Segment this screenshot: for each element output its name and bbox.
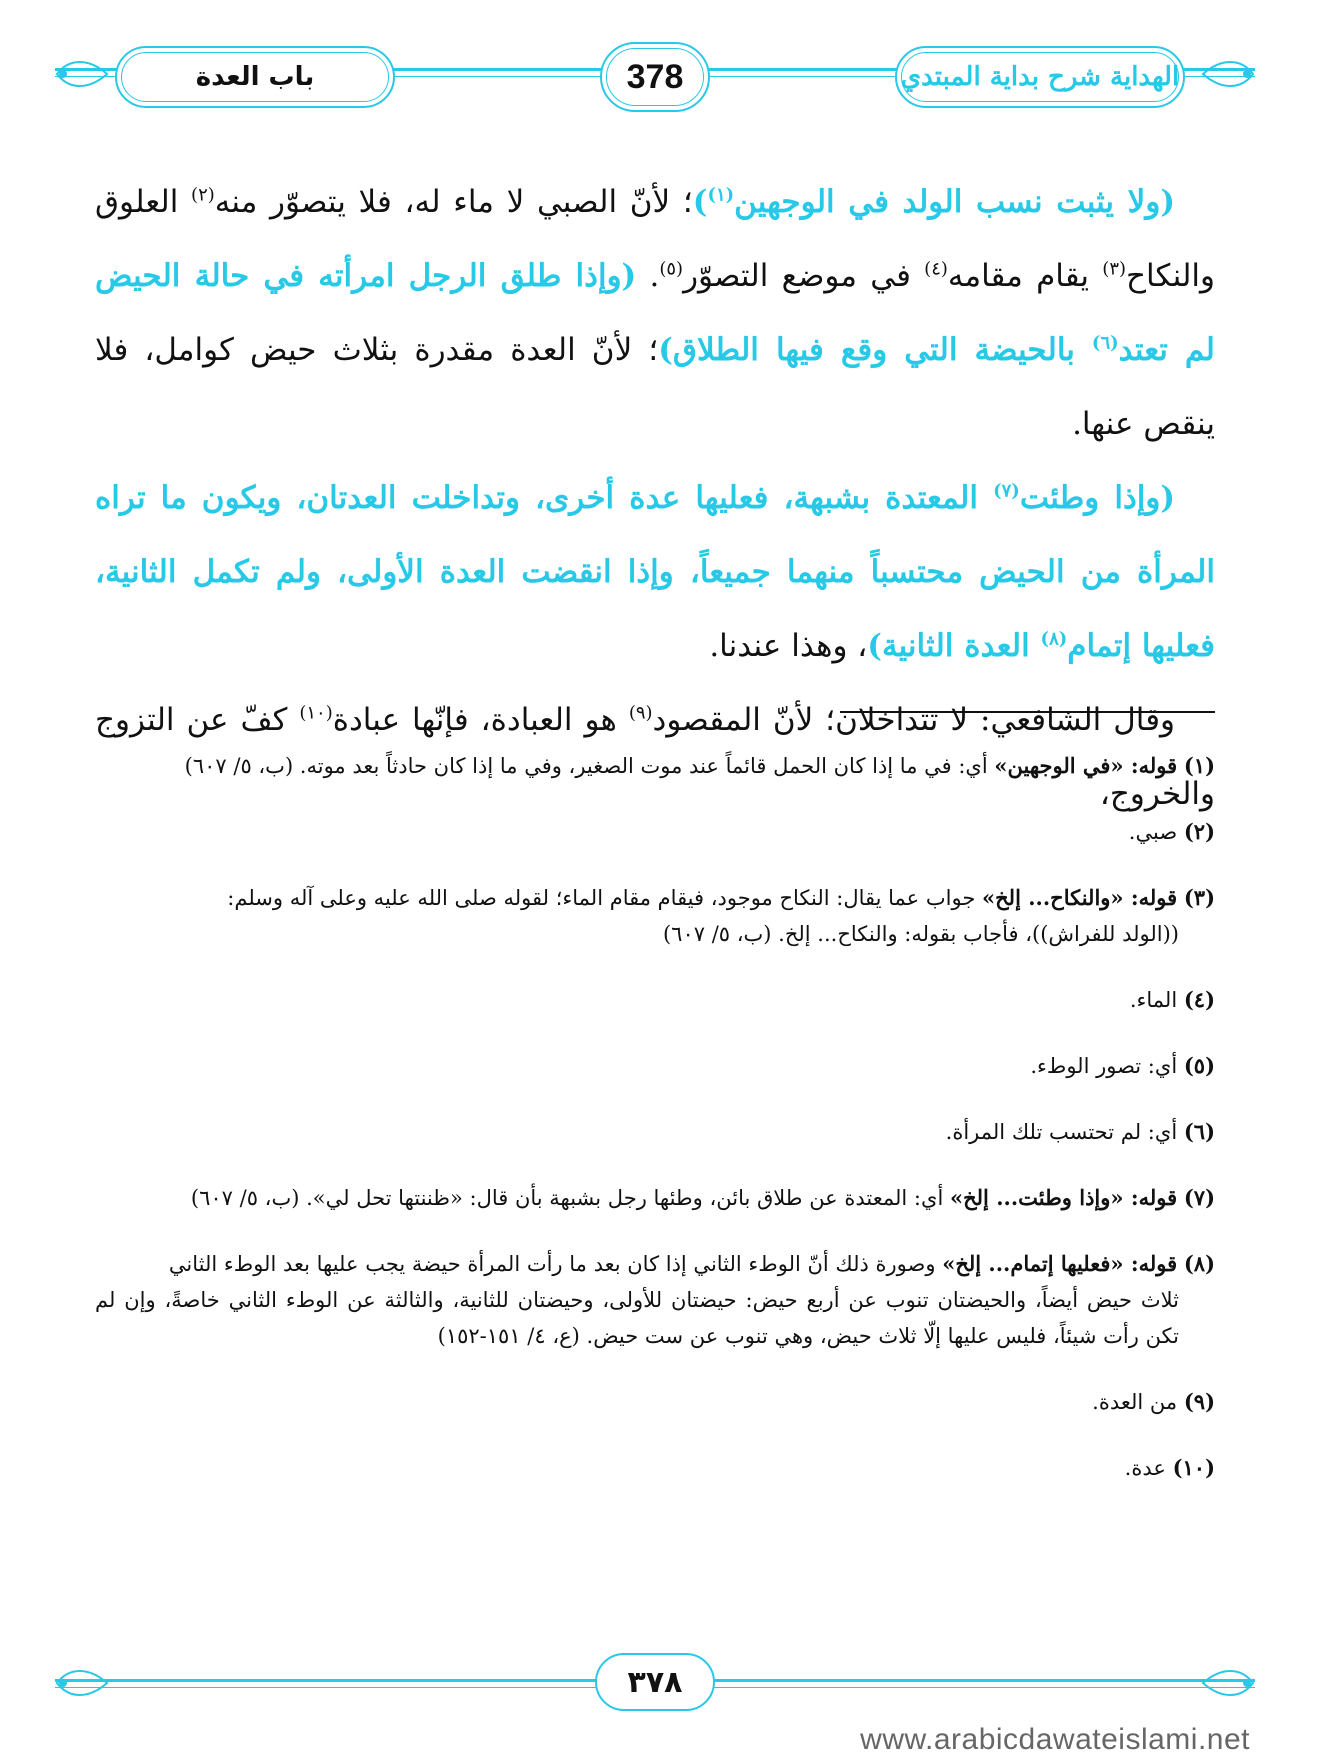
footnote-ref: (١٠) bbox=[299, 702, 333, 724]
footnote-label: قوله: «والنكاح... إلخ» bbox=[982, 885, 1178, 910]
footnote-number: (٩) bbox=[1183, 1389, 1215, 1414]
footnote-text: من العدة. bbox=[1092, 1390, 1178, 1414]
page-number-pill bbox=[600, 42, 710, 112]
footnote-ref: (٨) bbox=[1040, 628, 1068, 650]
matn-text: (وإذا وطئت bbox=[1019, 480, 1175, 516]
chapter-title: باب العدة bbox=[195, 62, 315, 92]
page-header bbox=[55, 40, 1255, 120]
book-title-pill bbox=[895, 46, 1185, 108]
footnote-6 bbox=[95, 1114, 1215, 1150]
footnote-text: صبي. bbox=[1128, 820, 1178, 844]
footnote-number: (٣) bbox=[1183, 885, 1215, 910]
footnote-continuation: ثلاث حيض أيضاً، والحيضتان تنوب عن أربع حيض: حيضتان للأولى، وحيضتان للثانية، والثالثة عن الوطء الثاني خاصةً، وإن لم تكن رأت شيئاً، فليس عليها إلّا ثلاث حيض، وهي تنوب عن ست حيض. (ع، ٤/ ١٥١-١٥٢) bbox=[95, 1288, 1179, 1348]
footnote-1 bbox=[95, 748, 1215, 784]
footnote-ref: (٧) bbox=[993, 480, 1020, 502]
footnote-10 bbox=[95, 1450, 1215, 1486]
footnote-5 bbox=[95, 1048, 1215, 1084]
footnote-continuation: ((الولد للفراش))، فأجاب بقوله: والنكاح... إلخ. (ب، ٥/ ٦٠٧) bbox=[662, 922, 1179, 946]
footnote-9 bbox=[95, 1384, 1215, 1420]
footnote-2 bbox=[95, 814, 1215, 850]
footnote-text: أي: في ما إذا كان الحمل قائماً عند موت الصغير، وفي ما إذا كان حادثاً بعد موته. (ب، ٥/ ٦٠٧) bbox=[184, 754, 995, 778]
commentary-text: هو العبادة، فإنّها عبادة bbox=[332, 702, 629, 738]
footnote-ref: (٦) bbox=[1091, 332, 1119, 354]
footnote-text: وصورة ذلك أنّ الوطء الثاني إذا كان بعد ما رأت المرأة حيضة يجب عليها بعد الوطء الثاني bbox=[168, 1252, 943, 1276]
footnote-text: جواب عما يقال: النكاح موجود، فيقام مقام الماء؛ لقوله صلى الله عليه وعلى آله وسلم: bbox=[227, 886, 982, 910]
matn-text: ) bbox=[692, 184, 708, 220]
matn-text: (ولا يثبت نسب الولد في الوجهين bbox=[734, 184, 1175, 220]
commentary-text: ؛ لأنّ الصبي لا ماء له، فلا يتصوّر منه bbox=[214, 184, 693, 220]
page-number-bottom: ٣٧٨ bbox=[627, 1664, 683, 1700]
footer-left-flourish-icon bbox=[49, 1663, 109, 1703]
main-text bbox=[95, 165, 1215, 831]
footnote-text: أي: المعتدة عن طلاق بائن، وطئها رجل بشبهة بأن قال: «ظننتها تحل لي». (ب، ٥/ ٦٠٧) bbox=[190, 1186, 950, 1210]
commentary-text: يقام مقامه bbox=[947, 258, 1103, 294]
footnote-4 bbox=[95, 982, 1215, 1018]
matn-text: العدة الثانية) bbox=[867, 628, 1041, 664]
footnote-3 bbox=[95, 880, 1215, 952]
footnote-number: (٦) bbox=[1183, 1119, 1215, 1144]
footnote-number: (١) bbox=[1183, 753, 1215, 778]
footnote-number: (٢) bbox=[1183, 819, 1215, 844]
footnote-text: عدة. bbox=[1124, 1456, 1166, 1480]
matn-text: بالحيضة التي وقع فيها الطلاق) bbox=[658, 332, 1092, 368]
page-footer bbox=[55, 1653, 1255, 1713]
commentary-text: العلوق والنكاح bbox=[95, 184, 1215, 294]
right-flourish-icon bbox=[1201, 54, 1261, 94]
footnote-label: قوله: «في الوجهين» bbox=[994, 753, 1178, 778]
footnote-number: (٤) bbox=[1183, 987, 1215, 1012]
footnote-7 bbox=[95, 1180, 1215, 1216]
footer-right-flourish-icon bbox=[1201, 1663, 1261, 1703]
commentary-text: كفّ عن التزوج والخروج، bbox=[95, 702, 1215, 812]
matn-text: (وإذا طلق الرجل امرأته في حالة الحيض لم تعتد bbox=[95, 258, 1215, 368]
website-watermark: www.arabicdawateislami.net bbox=[860, 1723, 1250, 1756]
footnote-8 bbox=[95, 1246, 1215, 1354]
footnote-ref: (٩) bbox=[628, 702, 653, 724]
commentary-text: وقال الشافعي: لا تتداخلان؛ لأنّ المقصود bbox=[652, 702, 1175, 738]
footnote-ref: (٢) bbox=[191, 184, 215, 206]
footnote-separator bbox=[840, 711, 1215, 713]
footnote-number: (٨) bbox=[1183, 1251, 1215, 1276]
footnote-label: قوله: «وإذا وطئت... إلخ» bbox=[949, 1185, 1178, 1210]
chapter-title-pill bbox=[115, 46, 395, 108]
footnote-number: (٥) bbox=[1183, 1053, 1215, 1078]
footnote-number: (١٠) bbox=[1172, 1455, 1215, 1480]
commentary-text: ، وهذا عندنا. bbox=[709, 628, 868, 664]
commentary-text: . bbox=[636, 258, 660, 294]
book-title: الهداية شرح بداية المبتدي bbox=[900, 62, 1180, 92]
footnote-ref: (٣) bbox=[1102, 258, 1127, 280]
footnote-label: قوله: «فعليها إتمام... إلخ» bbox=[942, 1251, 1178, 1276]
page-number-top: 378 bbox=[626, 57, 684, 96]
paragraph-1 bbox=[95, 165, 1215, 461]
commentary-text: ؛ لأنّ العدة مقدرة بثلاث حيض كوامل، فلا ينقص عنها. bbox=[95, 332, 1215, 442]
footnote-number: (٧) bbox=[1183, 1185, 1215, 1210]
footnote-text: أي: تصور الوطء. bbox=[1030, 1054, 1178, 1078]
left-flourish-icon bbox=[49, 54, 109, 94]
footnote-text: أي: لم تحتسب تلك المرأة. bbox=[945, 1120, 1178, 1144]
footnotes bbox=[95, 748, 1215, 1516]
footer-page-number-pill bbox=[595, 1653, 715, 1711]
commentary-text: في موضع التصوّر bbox=[683, 258, 925, 294]
footnote-ref: (١) bbox=[707, 184, 735, 206]
matn-text: المعتدة بشبهة، فعليها عدة أخرى، وتداخلت العدتان، ويكون ما تراه المرأة من الحيض محتسباً منهما جميعاً، وإذا انقضت العدة الأولى، ولم تكمل الثانية، فعليها إتمام bbox=[95, 480, 1215, 664]
footnote-ref: (٥) bbox=[659, 258, 684, 280]
footnote-text: الماء. bbox=[1129, 988, 1178, 1012]
footnote-ref: (٤) bbox=[924, 258, 948, 280]
paragraph-2 bbox=[95, 461, 1215, 683]
